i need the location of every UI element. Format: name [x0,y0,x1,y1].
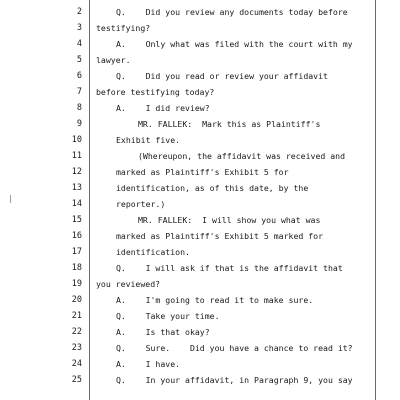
line-number: 14 [71,199,82,209]
line-text: identification, as of this date, by the [116,183,309,193]
line-text: A. I have. [116,359,181,369]
line-number: 2 [76,7,82,17]
line-number: 3 [76,23,82,33]
transcript-line [0,324,400,340]
transcript-line [0,52,400,68]
transcript-line [0,244,400,260]
line-number: 6 [76,71,82,81]
line-number: 7 [76,87,82,97]
line-text: MR. FALLEK: Mark this as Plaintiff's [138,119,321,129]
line-text: testifying? [96,23,151,33]
transcript-line [0,260,400,276]
line-number: 22 [71,327,82,337]
line-text: you reviewed? [96,279,161,289]
line-number: 9 [76,119,82,129]
line-number: 18 [71,263,82,273]
line-text: Q. In your affidavit, in Paragraph 9, you say [116,375,353,385]
line-number: 12 [71,167,82,177]
line-number: 20 [71,295,82,305]
line-text: A. Is that okay? [116,327,210,337]
line-number: 24 [71,359,82,369]
line-text: Q. Did you read or review your affidavit [116,71,328,81]
line-text: reporter.) [116,199,166,209]
transcript-line [0,20,400,36]
transcript-line [0,4,400,20]
line-text: before testifying today? [96,87,215,97]
transcript-line [0,308,400,324]
line-text: A. Only what was filed with the court with my [116,39,353,49]
transcript-line [0,84,400,100]
transcript-line [0,276,400,292]
transcript-line [0,68,400,84]
transcript-line [0,292,400,308]
transcript-line [0,196,400,212]
line-text: Exhibit five. [116,135,181,145]
line-number: 11 [71,151,82,161]
transcript-line [0,36,400,52]
transcript-line [0,340,400,356]
transcript-line [0,180,400,196]
transcript-line [0,100,400,116]
line-number: 21 [71,311,82,321]
line-number: 10 [71,135,82,145]
line-text: marked as Plaintiff's Exhibit 5 for [116,167,289,177]
line-text: lawyer. [96,55,131,65]
line-number: 25 [71,375,82,385]
line-text: A. I did review? [116,103,210,113]
line-text: identification. [116,247,190,257]
line-text: MR. FALLEK: I will show you what was [138,215,321,225]
line-number: 5 [76,55,82,65]
line-number: 15 [71,215,82,225]
line-number: 23 [71,343,82,353]
line-text: A. I'm going to read it to make sure. [116,295,314,305]
transcript-line [0,164,400,180]
line-number: 16 [71,231,82,241]
line-number: 19 [71,279,82,289]
line-text: (Whereupon, the affidavit was received and [138,151,346,161]
line-number: 13 [71,183,82,193]
transcript-line [0,356,400,372]
line-number: 8 [76,103,82,113]
line-number: 4 [76,39,82,49]
line-text: Q. Sure. Did you have a chance to read it? [116,343,353,353]
transcript-line [0,372,400,388]
line-text: Q. Take your time. [116,311,220,321]
transcript-lines [0,4,400,394]
line-number: 17 [71,247,82,257]
transcript-line [0,132,400,148]
transcript-line [0,148,400,164]
line-text: marked as Plaintiff's Exhibit 5 marked for [116,231,324,241]
transcript-line [0,212,400,228]
line-text: Q. I will ask if that is the affidavit that [116,263,343,273]
line-text: Q. Did you review any documents today before [116,7,348,17]
transcript-line [0,116,400,132]
transcript-line [0,228,400,244]
